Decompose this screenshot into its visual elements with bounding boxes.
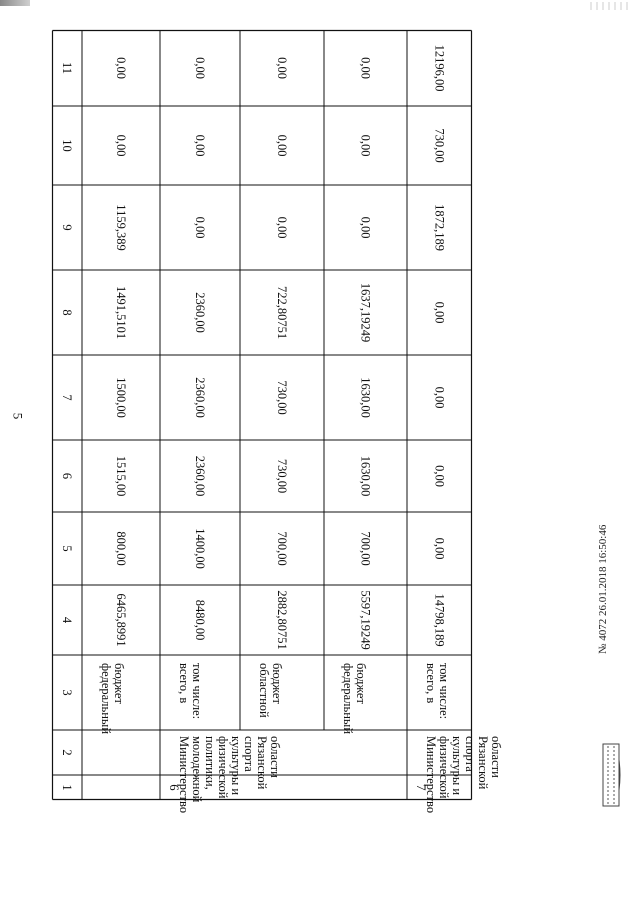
cell-r1-c5: 1400,00 bbox=[193, 528, 207, 569]
cell-r0-c5: 800,00 bbox=[114, 531, 128, 566]
budget-table-grid bbox=[52, 30, 503, 814]
cell-r0-c6: 1515,00 bbox=[114, 455, 128, 497]
cell-r0-c3: федеральныйбюджет bbox=[99, 663, 126, 735]
scan-artifact bbox=[590, 2, 630, 10]
cell-r3-c8: 1637,19249 bbox=[358, 282, 373, 343]
cell-r3-c7: 1630,00 bbox=[358, 377, 373, 418]
cell-r4-c9: 1872,189 bbox=[432, 204, 447, 251]
header-col-6: 6 bbox=[60, 472, 74, 480]
cell-r3-c10: 0,00 bbox=[358, 134, 373, 157]
registration-stamp: № 4072 26.01.2018 16:50:46 bbox=[597, 524, 609, 654]
cell-r3-c6: 1630,00 bbox=[358, 455, 373, 497]
org-name-6: Министерствомолодежнойполитики,физическойкультуры испортаРязанскойобласти bbox=[177, 736, 282, 814]
cell-r4-c4: 14798,189 bbox=[432, 593, 447, 647]
cell-r0-c7: 1500,00 bbox=[114, 377, 128, 418]
page-number: 5 bbox=[10, 412, 26, 420]
cell-r0-c11: 0,00 bbox=[114, 57, 128, 79]
cell-r2-c11: 0,00 bbox=[275, 57, 289, 79]
org-name-7: Министерствофизическойкультуры испортаРязанскойобласти bbox=[424, 736, 503, 814]
cell-r2-c4: 2882,80751 bbox=[275, 590, 289, 650]
header-col-10: 10 bbox=[60, 139, 74, 152]
cell-r4-c8: 0,00 bbox=[432, 301, 447, 324]
header-col-7: 7 bbox=[60, 394, 74, 401]
cell-r4-c3: всего, втом числе: bbox=[424, 663, 451, 720]
cell-r3-c4: 5597,19249 bbox=[358, 590, 373, 650]
header-col-2: 2 bbox=[60, 749, 74, 756]
cell-r3-c5: 700,00 bbox=[358, 531, 373, 566]
cell-r3-c3: федеральныйбюджет bbox=[341, 663, 368, 735]
cell-r1-c6: 2360,00 bbox=[193, 455, 207, 497]
cell-r0-c4: 6465,8991 bbox=[114, 593, 128, 647]
cell-r1-c4: 8480,00 bbox=[193, 599, 207, 641]
scan-artifact bbox=[0, 0, 30, 6]
header-col-9: 9 bbox=[60, 224, 74, 231]
cell-r4-c7: 0,00 bbox=[432, 386, 447, 409]
cell-r1-c10: 0,00 bbox=[193, 134, 207, 157]
header-col-8: 8 bbox=[60, 309, 74, 316]
cell-r4-c6: 0,00 bbox=[432, 465, 447, 487]
header-col-11: 11 bbox=[60, 61, 74, 75]
cell-r2-c3: областнойбюджет bbox=[257, 663, 284, 718]
cell-r2-c7: 730,00 bbox=[275, 380, 289, 415]
cell-r4-c11: 12196,00 bbox=[432, 44, 447, 92]
cell-r3-c11: 0,00 bbox=[358, 57, 373, 79]
cell-r2-c5: 700,00 bbox=[275, 531, 289, 566]
header-col-1: 1 bbox=[60, 784, 74, 791]
cell-r4-c5: 0,00 bbox=[432, 537, 447, 560]
cell-r1-c7: 2360,00 bbox=[193, 377, 207, 418]
cell-r4-c10: 730,00 bbox=[432, 128, 447, 163]
budget-table bbox=[52, 30, 503, 814]
cell-r1-c9: 0,00 bbox=[193, 216, 207, 239]
cell-r2-c8: 722,80751 bbox=[275, 285, 289, 340]
cell-r0-c8: 1491,5101 bbox=[114, 285, 128, 340]
cell-r1-c8: 2360,00 bbox=[193, 292, 207, 333]
cell-r1-c3: всего, втом числе: bbox=[177, 663, 204, 720]
cell-r0-c9: 1159,389 bbox=[114, 204, 128, 251]
cell-r1-c11: 0,00 bbox=[193, 57, 207, 79]
cell-r0-c10: 0,00 bbox=[114, 134, 128, 157]
emblem-seal-icon bbox=[600, 740, 622, 810]
cell-r2-c6: 730,00 bbox=[275, 458, 289, 494]
header-col-4: 4 bbox=[60, 616, 74, 624]
cell-r2-c10: 0,00 bbox=[275, 134, 289, 157]
row-number-6: 6 bbox=[167, 784, 181, 791]
row-number-7: 7 bbox=[414, 784, 428, 791]
cell-r3-c9: 0,00 bbox=[358, 216, 373, 239]
header-col-3: 3 bbox=[60, 689, 74, 696]
header-col-5: 5 bbox=[60, 545, 74, 552]
cell-r2-c9: 0,00 bbox=[275, 216, 289, 239]
